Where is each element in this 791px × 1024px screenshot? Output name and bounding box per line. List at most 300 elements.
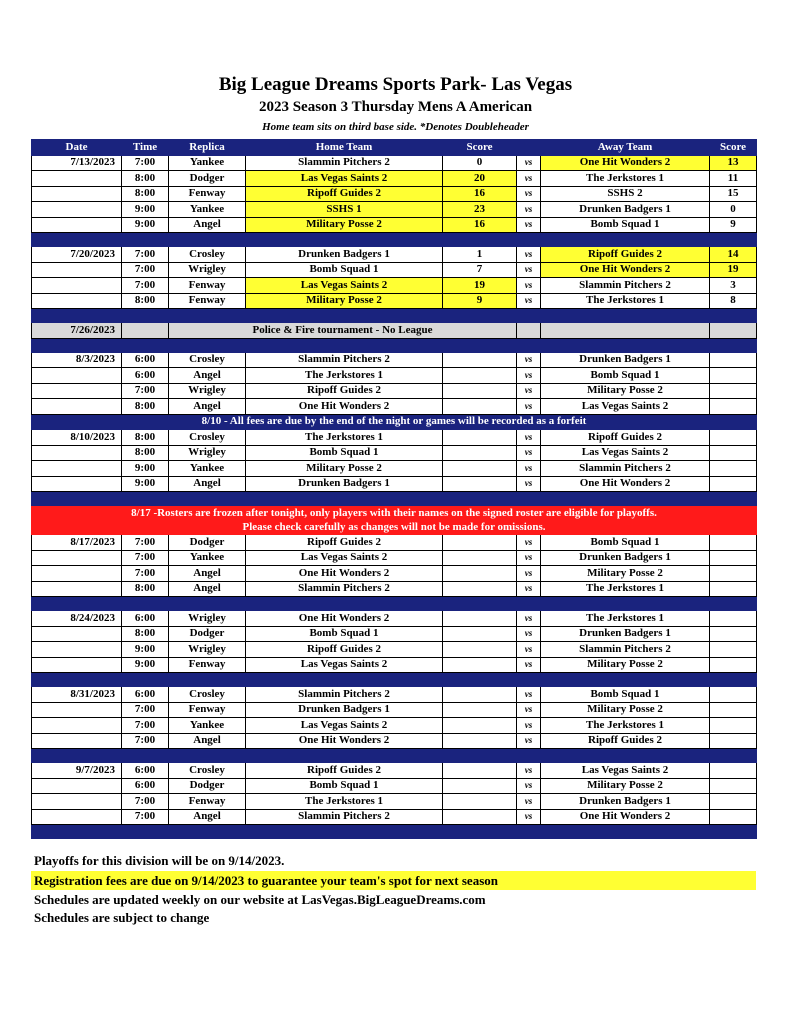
away-score: 8 (710, 293, 757, 309)
game-field: Dodger (169, 535, 246, 551)
away-score (710, 550, 757, 566)
home-score (443, 399, 517, 415)
vs-label: vs (517, 430, 541, 446)
game-time: 7:00 (122, 718, 169, 734)
game-time: 7:00 (122, 550, 169, 566)
game-date: 7/20/2023 (32, 247, 122, 263)
home-score (443, 657, 517, 673)
game-field: Yankee (169, 718, 246, 734)
home-team: The Jerkstores 1 (246, 368, 443, 384)
home-team: Slammin Pitchers 2 (246, 687, 443, 703)
away-score (710, 687, 757, 703)
game-date (32, 809, 122, 825)
week-separator (32, 673, 757, 687)
vs-label: vs (517, 202, 541, 218)
game-field: Angel (169, 581, 246, 597)
away-score (710, 566, 757, 582)
home-team: One Hit Wonders 2 (246, 399, 443, 415)
game-row (32, 262, 757, 278)
game-field: Crosley (169, 352, 246, 368)
vs-label: vs (517, 626, 541, 642)
game-date (32, 461, 122, 477)
vs-label: vs (517, 476, 541, 492)
vs-label: vs (517, 278, 541, 294)
home-team: SSHS 1 (246, 202, 443, 218)
game-date (32, 368, 122, 384)
home-team: Slammin Pitchers 2 (246, 809, 443, 825)
separator-cell (32, 749, 757, 763)
game-field: Dodger (169, 171, 246, 187)
home-score (443, 550, 517, 566)
separator-cell (32, 309, 757, 323)
game-row (32, 809, 757, 825)
home-score: 16 (443, 217, 517, 233)
away-team: Drunken Badgers 1 (541, 550, 710, 566)
no-league-row (32, 323, 757, 339)
game-row (32, 550, 757, 566)
vs-label: vs (517, 778, 541, 794)
home-team: Drunken Badgers 1 (246, 702, 443, 718)
away-team: The Jerkstores 1 (541, 293, 710, 309)
home-score (443, 566, 517, 582)
game-time: 6:00 (122, 763, 169, 779)
game-field: Angel (169, 368, 246, 384)
away-team: One Hit Wonders 2 (541, 262, 710, 278)
separator-cell (32, 825, 757, 839)
game-time: 6:00 (122, 687, 169, 703)
away-team: Drunken Badgers 1 (541, 626, 710, 642)
home-score (443, 794, 517, 810)
home-score (443, 461, 517, 477)
game-row (32, 155, 757, 171)
game-time: 8:00 (122, 186, 169, 202)
game-field: Wrigley (169, 262, 246, 278)
away-team: One Hit Wonders 2 (541, 476, 710, 492)
page-subtitle: 2023 Season 3 Thursday Mens A American (258, 99, 533, 115)
game-row (32, 293, 757, 309)
game-field: Yankee (169, 550, 246, 566)
game-row (32, 626, 757, 642)
away-team: Bomb Squad 1 (541, 535, 710, 551)
game-field: Wrigley (169, 445, 246, 461)
vs-label: vs (517, 809, 541, 825)
home-team: Slammin Pitchers 2 (246, 155, 443, 171)
game-row (32, 368, 757, 384)
game-row (32, 581, 757, 597)
game-row (32, 642, 757, 658)
game-date: 8/17/2023 (32, 535, 122, 551)
home-team: Ripoff Guides 2 (246, 763, 443, 779)
fees-notice: 8/10 - All fees are due by the end of the night or games will be recorded as a forfeit (32, 414, 757, 430)
home-team: Drunken Badgers 1 (246, 476, 443, 492)
home-team: Las Vegas Saints 2 (246, 657, 443, 673)
home-score: 1 (443, 247, 517, 263)
home-team: Slammin Pitchers 2 (246, 581, 443, 597)
away-team: Drunken Badgers 1 (541, 794, 710, 810)
home-score (443, 476, 517, 492)
vs-label: vs (517, 611, 541, 627)
away-score (710, 657, 757, 673)
game-date (32, 476, 122, 492)
home-score: 19 (443, 278, 517, 294)
game-date (32, 642, 122, 658)
home-team: Las Vegas Saints 2 (246, 278, 443, 294)
game-date (32, 399, 122, 415)
game-row (32, 247, 757, 263)
game-date (32, 202, 122, 218)
away-score (710, 430, 757, 446)
roster-alert (32, 506, 757, 535)
game-time: 8:00 (122, 581, 169, 597)
home-team: Military Posse 2 (246, 461, 443, 477)
home-team: Drunken Badgers 1 (246, 247, 443, 263)
vs-label: vs (517, 581, 541, 597)
game-field: Crosley (169, 430, 246, 446)
vs-label: vs (517, 217, 541, 233)
game-date: 9/7/2023 (32, 763, 122, 779)
away-team: One Hit Wonders 2 (541, 155, 710, 171)
header-replica: Replica (169, 140, 246, 156)
game-row (32, 202, 757, 218)
away-team: Slammin Pitchers 2 (541, 642, 710, 658)
separator-cell (32, 492, 757, 506)
game-time: 8:00 (122, 171, 169, 187)
home-score (443, 687, 517, 703)
week-separator (32, 749, 757, 763)
game-time: 7:00 (122, 535, 169, 551)
game-row (32, 217, 757, 233)
away-score (710, 626, 757, 642)
game-field: Fenway (169, 794, 246, 810)
vs-label: vs (517, 368, 541, 384)
game-field: Dodger (169, 778, 246, 794)
away-team: Ripoff Guides 2 (541, 247, 710, 263)
game-time: 7:00 (122, 383, 169, 399)
away-team: Ripoff Guides 2 (541, 733, 710, 749)
game-row (32, 186, 757, 202)
vs-label: vs (517, 733, 541, 749)
game-time: 7:00 (122, 262, 169, 278)
away-team: Bomb Squad 1 (541, 368, 710, 384)
away-score: 0 (710, 202, 757, 218)
home-team: Bomb Squad 1 (246, 778, 443, 794)
game-field: Fenway (169, 278, 246, 294)
home-score (443, 642, 517, 658)
game-row (32, 566, 757, 582)
game-row (32, 352, 757, 368)
change-note: Schedules are subject to change (34, 910, 210, 925)
home-team: Las Vegas Saints 2 (246, 171, 443, 187)
vs-label: vs (517, 702, 541, 718)
empty-cell (122, 323, 169, 339)
home-score (443, 778, 517, 794)
away-score (710, 399, 757, 415)
game-time: 8:00 (122, 430, 169, 446)
away-score: 11 (710, 171, 757, 187)
away-score (710, 535, 757, 551)
game-date (32, 445, 122, 461)
game-row (32, 171, 757, 187)
vs-label: vs (517, 445, 541, 461)
away-team: Military Posse 2 (541, 383, 710, 399)
game-time: 9:00 (122, 217, 169, 233)
game-date (32, 778, 122, 794)
game-field: Angel (169, 476, 246, 492)
vs-label: vs (517, 657, 541, 673)
vs-label: vs (517, 171, 541, 187)
away-score (710, 809, 757, 825)
header-time: Time (122, 140, 169, 156)
game-field: Yankee (169, 155, 246, 171)
separator-cell (32, 673, 757, 687)
away-score (710, 733, 757, 749)
game-field: Fenway (169, 657, 246, 673)
website-note: Schedules are updated weekly on our website at LasVegas.BigLeagueDreams.com (34, 892, 486, 907)
roster-alert-row (32, 506, 757, 535)
game-row (32, 535, 757, 551)
away-score (710, 352, 757, 368)
game-date: 8/3/2023 (32, 352, 122, 368)
game-field: Dodger (169, 626, 246, 642)
game-time: 7:00 (122, 794, 169, 810)
schedule-table (31, 139, 757, 839)
home-team: Ripoff Guides 2 (246, 642, 443, 658)
separator-cell (32, 233, 757, 247)
home-score (443, 430, 517, 446)
away-team: The Jerkstores 1 (541, 611, 710, 627)
game-field: Wrigley (169, 642, 246, 658)
game-row (32, 445, 757, 461)
home-score (443, 611, 517, 627)
header-home-score: Score (443, 140, 517, 156)
game-row (32, 476, 757, 492)
registration-note: Registration fees are due on 9/14/2023 to guarantee your team's spot for next season (31, 871, 756, 890)
game-date (32, 278, 122, 294)
away-team: Military Posse 2 (541, 702, 710, 718)
vs-label: vs (517, 383, 541, 399)
away-team: SSHS 2 (541, 186, 710, 202)
game-row (32, 794, 757, 810)
away-team: Military Posse 2 (541, 778, 710, 794)
game-field: Angel (169, 399, 246, 415)
week-separator (32, 492, 757, 506)
home-score: 9 (443, 293, 517, 309)
home-score: 23 (443, 202, 517, 218)
game-row (32, 611, 757, 627)
home-team: Bomb Squad 1 (246, 262, 443, 278)
game-row (32, 383, 757, 399)
game-row (32, 461, 757, 477)
vs-label: vs (517, 399, 541, 415)
week-separator (32, 597, 757, 611)
away-team: Slammin Pitchers 2 (541, 461, 710, 477)
home-score (443, 535, 517, 551)
away-team: The Jerkstores 1 (541, 581, 710, 597)
game-time: 6:00 (122, 368, 169, 384)
away-score (710, 702, 757, 718)
game-time: 7:00 (122, 733, 169, 749)
game-time: 8:00 (122, 626, 169, 642)
roster-alert-line-1: 8/17 -Rosters are frozen after tonight, only players with their names on the signed roster are eligible for playoffs. (131, 507, 657, 519)
home-score (443, 626, 517, 642)
week-separator (32, 233, 757, 247)
home-score (443, 733, 517, 749)
away-team: The Jerkstores 1 (541, 171, 710, 187)
home-team: Slammin Pitchers 2 (246, 352, 443, 368)
home-score (443, 445, 517, 461)
vs-label: vs (517, 566, 541, 582)
game-time: 6:00 (122, 611, 169, 627)
game-time: 9:00 (122, 657, 169, 673)
vs-label: vs (517, 352, 541, 368)
home-team: Ripoff Guides 2 (246, 383, 443, 399)
away-score (710, 368, 757, 384)
home-score (443, 763, 517, 779)
away-team: Las Vegas Saints 2 (541, 763, 710, 779)
game-time: 9:00 (122, 461, 169, 477)
game-date (32, 626, 122, 642)
game-field: Yankee (169, 461, 246, 477)
game-row (32, 399, 757, 415)
away-team: Drunken Badgers 1 (541, 202, 710, 218)
game-field: Wrigley (169, 611, 246, 627)
separator-cell (32, 338, 757, 352)
away-team: One Hit Wonders 2 (541, 809, 710, 825)
home-team: One Hit Wonders 2 (246, 733, 443, 749)
away-score (710, 794, 757, 810)
game-date (32, 186, 122, 202)
vs-label: vs (517, 293, 541, 309)
fees-notice-row (32, 414, 757, 430)
vs-label: vs (517, 247, 541, 263)
vs-label: vs (517, 461, 541, 477)
game-date: 8/24/2023 (32, 611, 122, 627)
home-team: Bomb Squad 1 (246, 626, 443, 642)
game-row (32, 778, 757, 794)
home-team: Ripoff Guides 2 (246, 186, 443, 202)
game-date (32, 657, 122, 673)
game-date (32, 702, 122, 718)
game-row (32, 702, 757, 718)
schedule-note: Home team sits on third base side. *Denotes Doubleheader (262, 121, 529, 133)
game-time: 9:00 (122, 476, 169, 492)
game-row (32, 718, 757, 734)
home-team: The Jerkstores 1 (246, 430, 443, 446)
vs-label: vs (517, 763, 541, 779)
away-score: 9 (710, 217, 757, 233)
game-field: Fenway (169, 293, 246, 309)
header-home-team: Home Team (246, 140, 443, 156)
game-field: Angel (169, 217, 246, 233)
vs-label: vs (517, 155, 541, 171)
week-separator (32, 825, 757, 839)
game-field: Crosley (169, 687, 246, 703)
game-date (32, 383, 122, 399)
game-date (32, 566, 122, 582)
home-team: One Hit Wonders 2 (246, 611, 443, 627)
away-score (710, 461, 757, 477)
game-time: 7:00 (122, 702, 169, 718)
game-time: 8:00 (122, 399, 169, 415)
away-score (710, 581, 757, 597)
away-score (710, 445, 757, 461)
game-time: 7:00 (122, 247, 169, 263)
home-team: Ripoff Guides 2 (246, 535, 443, 551)
home-team: Bomb Squad 1 (246, 445, 443, 461)
home-score: 7 (443, 262, 517, 278)
away-team: Drunken Badgers 1 (541, 352, 710, 368)
game-row (32, 278, 757, 294)
empty-cell (710, 323, 757, 339)
page-title: Big League Dreams Sports Park- Las Vegas (218, 74, 573, 95)
game-time: 7:00 (122, 278, 169, 294)
game-date (32, 733, 122, 749)
game-row (32, 430, 757, 446)
game-date: 8/31/2023 (32, 687, 122, 703)
away-team: Slammin Pitchers 2 (541, 278, 710, 294)
header-away-team: Away Team (541, 140, 710, 156)
game-date (32, 171, 122, 187)
game-time: 6:00 (122, 352, 169, 368)
header-vs (517, 140, 541, 156)
game-time: 9:00 (122, 202, 169, 218)
game-time: 9:00 (122, 642, 169, 658)
away-score (710, 383, 757, 399)
vs-label: vs (517, 262, 541, 278)
vs-label: vs (517, 642, 541, 658)
home-team: Military Posse 2 (246, 293, 443, 309)
no-league-notice: Police & Fire tournament - No League (169, 323, 517, 339)
roster-alert-line-2: Please check carefully as changes will not be made for omissions. (242, 521, 546, 533)
game-date (32, 293, 122, 309)
game-field: Crosley (169, 763, 246, 779)
away-score: 15 (710, 186, 757, 202)
home-team: Military Posse 2 (246, 217, 443, 233)
game-field: Fenway (169, 702, 246, 718)
game-field: Yankee (169, 202, 246, 218)
vs-label: vs (517, 550, 541, 566)
game-time: 7:00 (122, 566, 169, 582)
away-score (710, 763, 757, 779)
vs-label: vs (517, 186, 541, 202)
home-score: 20 (443, 171, 517, 187)
away-team: Bomb Squad 1 (541, 217, 710, 233)
separator-cell (32, 597, 757, 611)
week-separator (32, 309, 757, 323)
away-score (710, 642, 757, 658)
game-row (32, 687, 757, 703)
away-team: Ripoff Guides 2 (541, 430, 710, 446)
game-time: 8:00 (122, 445, 169, 461)
table-header-row (32, 140, 757, 156)
vs-label: vs (517, 794, 541, 810)
game-date: 7/26/2023 (32, 323, 122, 339)
away-score: 13 (710, 155, 757, 171)
game-row (32, 763, 757, 779)
away-score (710, 778, 757, 794)
vs-label: vs (517, 535, 541, 551)
away-score (710, 611, 757, 627)
vs-label: vs (517, 718, 541, 734)
away-score (710, 718, 757, 734)
week-separator (32, 338, 757, 352)
home-score (443, 718, 517, 734)
home-team: One Hit Wonders 2 (246, 566, 443, 582)
game-time: 7:00 (122, 809, 169, 825)
game-date (32, 581, 122, 597)
vs-label: vs (517, 687, 541, 703)
home-score (443, 383, 517, 399)
